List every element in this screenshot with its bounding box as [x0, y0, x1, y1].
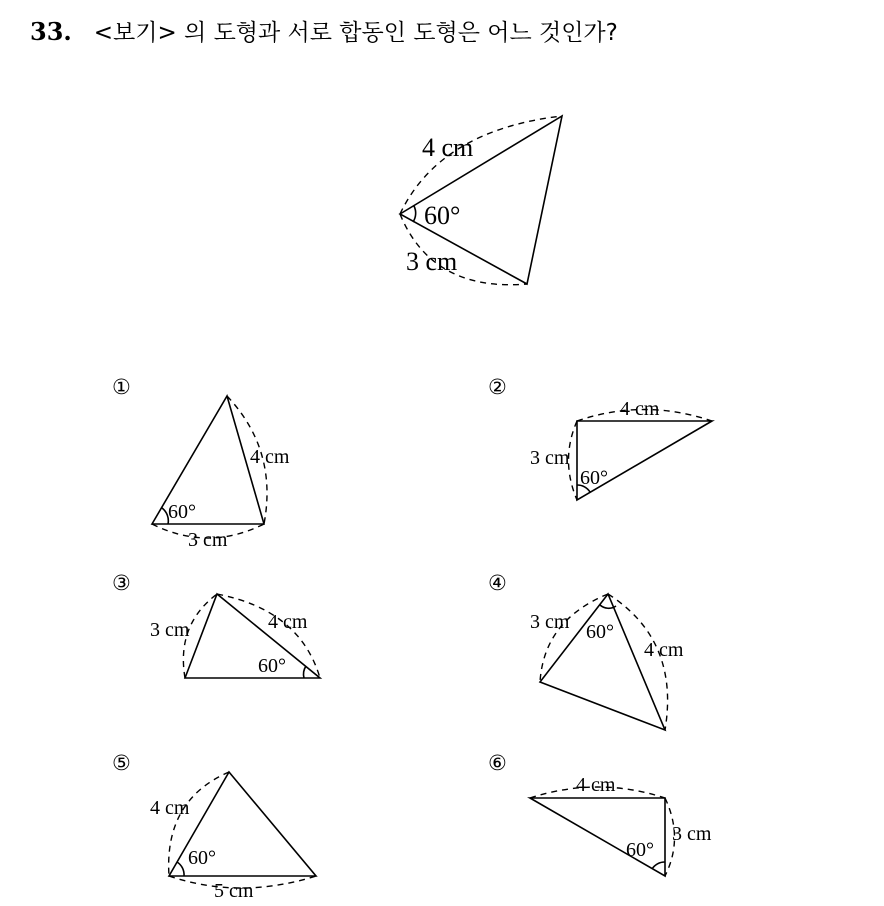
option-3-marker: ③ — [112, 571, 131, 595]
option-2-label-top: 4 cm — [620, 398, 660, 420]
option-2[interactable] — [488, 375, 712, 500]
example-angle-mark — [413, 206, 416, 222]
option-3-label-left: 3 cm — [150, 619, 190, 641]
option-5-marker: ⑤ — [112, 751, 131, 775]
option-6-label-top: 4 cm — [576, 774, 616, 796]
option-4[interactable] — [488, 571, 684, 730]
option-6[interactable] — [488, 751, 712, 876]
option-1-label-base: 3 cm — [188, 529, 228, 551]
option-4-label-right: 4 cm — [644, 639, 684, 661]
option-1-label-side: 4 cm — [250, 446, 290, 468]
option-6-label-angle: 60° — [626, 839, 654, 861]
option-3[interactable] — [112, 571, 320, 678]
option-5-label-angle: 60° — [188, 847, 216, 869]
option-2-label-left: 3 cm — [530, 447, 570, 469]
option-2-label-angle: 60° — [580, 467, 608, 489]
example-label-long: 4 cm — [422, 133, 474, 162]
option-2-arc-left — [569, 421, 578, 500]
option-5[interactable] — [112, 751, 316, 902]
example-label-angle: 60° — [424, 201, 461, 230]
option-4-marker: ④ — [488, 571, 507, 595]
option-5-angle-mark — [177, 862, 184, 876]
option-5-label-left: 4 cm — [150, 797, 190, 819]
option-3-label-angle: 60° — [258, 655, 286, 677]
option-6-label-right: 3 cm — [672, 823, 712, 845]
option-3-angle-mark — [304, 666, 306, 678]
option-3-triangle — [185, 594, 320, 678]
option-1[interactable] — [112, 375, 290, 551]
option-6-triangle — [530, 798, 665, 876]
question-text: <보기> 의 도형과 서로 합동인 도형은 어느 것인가? — [93, 20, 618, 46]
example-figure — [400, 116, 562, 285]
option-4-label-left: 3 cm — [530, 611, 570, 633]
option-2-marker: ② — [488, 375, 507, 399]
question-number: 33. — [30, 17, 72, 46]
option-4-label-angle: 60° — [586, 621, 614, 643]
option-3-label-right: 4 cm — [268, 611, 308, 633]
example-label-short: 3 cm — [406, 247, 458, 276]
option-6-angle-mark — [652, 862, 665, 869]
option-1-marker: ① — [112, 375, 131, 399]
option-1-label-angle: 60° — [168, 501, 196, 523]
option-5-label-base: 5 cm — [214, 880, 254, 902]
option-6-marker: ⑥ — [488, 751, 507, 775]
